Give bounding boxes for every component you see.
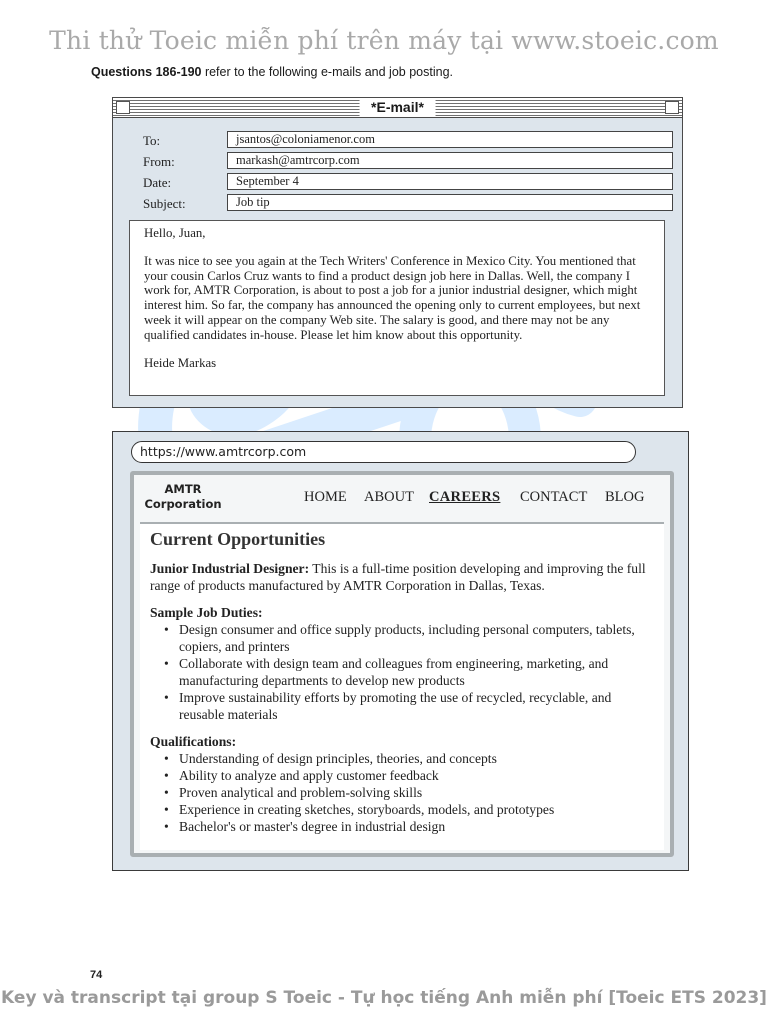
zoom-box-icon[interactable] [665, 101, 679, 114]
email-window [112, 97, 683, 408]
duties-list [150, 621, 654, 723]
subject-field[interactable]: Job tip [227, 194, 673, 211]
list-item: • Collaborate with design team and colleagues from engineering, marketing, and manufacturing departments to develop new products [160, 655, 654, 689]
brand-line1: AMTR [164, 482, 202, 496]
watermark-bottom: Key và transcript tại group S Toeic - Tự học tiếng Anh miễn phí [Toeic ETS 2023] [1, 988, 767, 1008]
nav-blog[interactable]: BLOG [605, 489, 645, 505]
qualifications-heading: Qualifications: [150, 734, 237, 749]
email-body[interactable] [129, 220, 665, 396]
close-box-icon[interactable] [116, 101, 130, 114]
watermark-top: Thi thử Toeic miễn phí trên máy tại www.stoeic.com [49, 26, 719, 55]
site-navbar [134, 475, 670, 521]
page-number: 74 [90, 969, 103, 981]
qualifications-list [150, 750, 654, 835]
list-item: • Proven analytical and problem-solving skills [160, 784, 654, 801]
list-item: • Bachelor's or master's degree in industrial design [160, 818, 654, 835]
job-desc-text: This is a full-time position developing and improving the full range of products manufactured by AMTR Corporation in Dallas, Texas. [150, 561, 646, 593]
brand-line2: Corporation [144, 497, 222, 511]
page-title: Current Opportunities [150, 529, 326, 549]
questions-heading [91, 65, 453, 79]
email-titlebar [113, 98, 682, 118]
nav-careers[interactable]: CAREERS [429, 489, 501, 505]
job-title: Junior Industrial Designer: [150, 561, 310, 576]
subject-label: Subject: [143, 196, 186, 211]
company-logo[interactable] [142, 482, 224, 512]
web-page-window [112, 431, 689, 871]
questions-range: Questions 186-190 [91, 65, 202, 79]
careers-content [140, 522, 664, 850]
list-item: • Improve sustainability efforts by promoting the use of recycled, recyclable, and reusable materials [160, 689, 654, 723]
to-field[interactable]: jsantos@coloniamenor.com [227, 131, 673, 148]
from-field[interactable]: markash@amtrcorp.com [227, 152, 673, 169]
email-message: It was nice to see you again at the Tech Writers' Conference in Mexico City. You mentioned that your cousin Carlos Cruz wants to find a product design job here in Dallas. Well, the company I work for, AMTR Corporation, is about to post a job for a junior industrial designer, which might interest him. So far, the company has announced the opening only to current employees, but next week it will appear on the company Web site. The salary is good, and there may not be any qualified candidates in-house. Please let him know about this opportunity. [144, 253, 641, 342]
questions-heading-rest: refer to the following e-mails and job posting. [201, 65, 453, 79]
web-page-frame [130, 471, 674, 857]
email-greeting: Hello, Juan, [144, 226, 206, 240]
to-label: To: [143, 133, 161, 148]
date-field[interactable]: September 4 [227, 173, 673, 190]
list-item: • Understanding of design principles, theories, and concepts [160, 750, 654, 767]
nav-contact[interactable]: CONTACT [520, 489, 588, 505]
list-item: • Ability to analyze and apply customer feedback [160, 767, 654, 784]
nav-about[interactable]: ABOUT [364, 489, 414, 505]
email-title: *E-mail* [359, 98, 436, 117]
nav-home[interactable]: HOME [304, 489, 347, 505]
list-item: • Experience in creating sketches, storyboards, models, and prototypes [160, 801, 654, 818]
url-bar[interactable]: https://www.amtrcorp.com [131, 441, 636, 463]
list-item: • Design consumer and office supply products, including personal computers, tablets, copiers, and printers [160, 621, 654, 655]
job-description [150, 560, 654, 594]
duties-heading: Sample Job Duties: [150, 605, 263, 620]
date-label: Date: [143, 175, 172, 190]
from-label: From: [143, 154, 175, 169]
email-signature: Heide Markas [144, 355, 217, 370]
